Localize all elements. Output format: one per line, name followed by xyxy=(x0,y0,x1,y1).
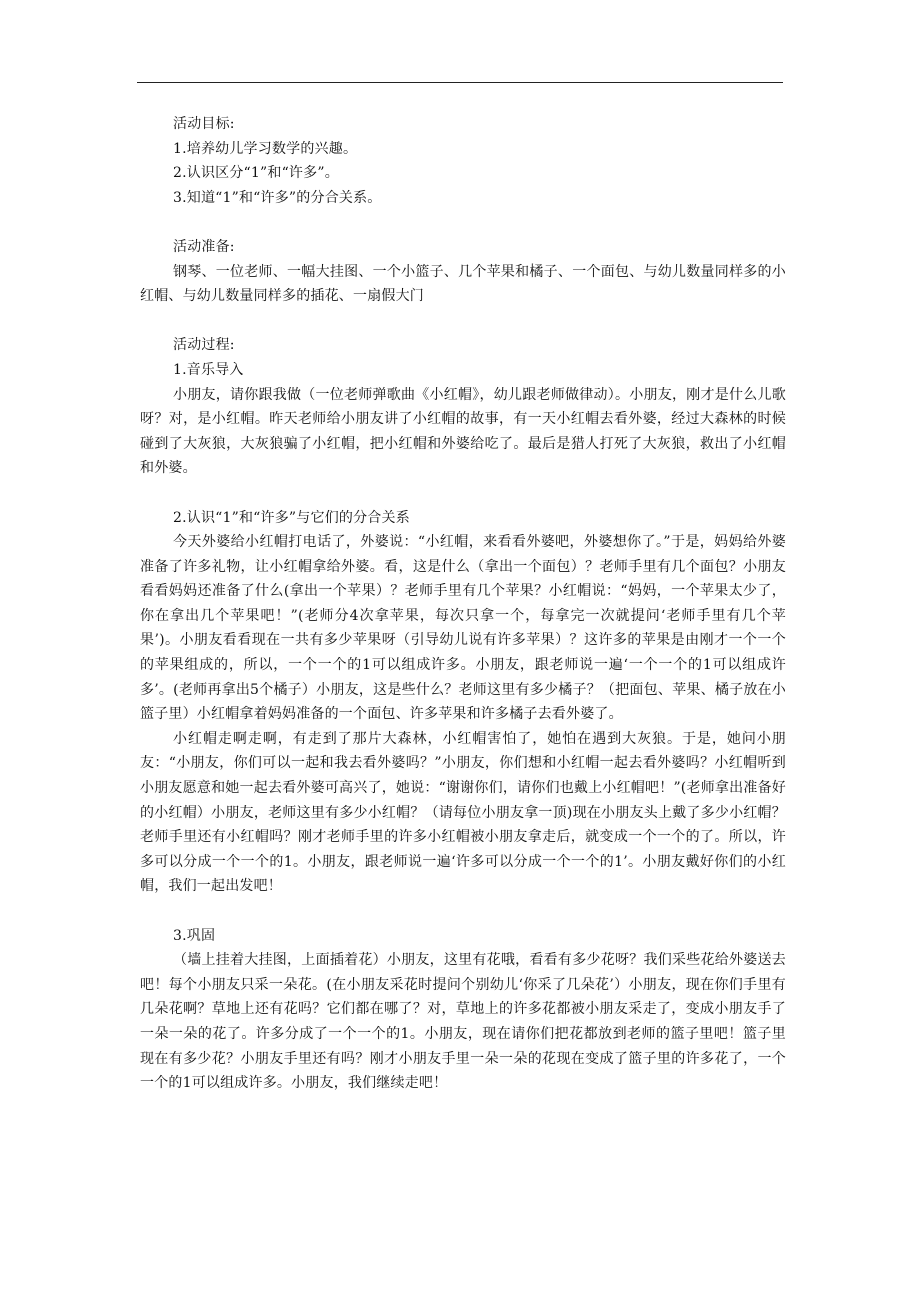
spacer xyxy=(140,899,786,924)
goals-heading: 活动目标: xyxy=(173,116,235,132)
spacer xyxy=(140,309,786,334)
step3-title: 3.巩固 xyxy=(173,927,216,944)
spacer xyxy=(140,210,786,235)
goal-item-1: 1.培养幼儿学习数学的兴趣。 xyxy=(173,140,358,157)
step2-paragraph-2: 小红帽走啊走啊，有走到了那片大森林，小红帽害怕了，她怕在遇到大灰狼。于是，她问小朋友：“小朋友，你们可以一起和我去看外婆吗？”小朋友，你们想和小红帽一起去看外婆吗？小红帽听到小朋友愿意和她一起去看外婆可高兴了，她说：“谢谢你们，请你们也戴上小红帽吧！”(老师拿出准备好的小红帽）小朋友，老师这里有多少小红帽？（请每位小朋友拿一顶)现在小朋友头上戴了多少小红帽？老师手里还有小红帽吗？刚才老师手里的许多小红帽被小朋友拿走后，就变成一个一个的了。所以，许多可以分成一个一个的1。小朋友，跟老师说一遍‘许多可以分成一个一个的1’。小朋友戴好你们的小红帽，我们一起出发吧！ xyxy=(140,730,786,895)
process-heading: 活动过程: xyxy=(173,337,235,354)
header-rule xyxy=(137,82,783,83)
step1-title: 1.音乐导入 xyxy=(173,361,244,378)
spacer xyxy=(140,481,786,506)
prep-text: 钢琴、一位老师、一幅大挂图、一个小篮子、几个苹果和橘子、一个面包、与幼儿数量同样多的小红帽、与幼儿数量同样多的插花、一扇假大门 xyxy=(140,263,786,305)
document-body xyxy=(140,112,786,1096)
step1-text: 小朋友，请你跟我做（一位老师弹歌曲《小红帽》，幼儿跟老师做律动）。小朋友，刚才是什么儿歌呀？对，是小红帽。昨天老师给小朋友讲了小红帽的故事，有一天小红帽去看外婆，经过大森林的时候碰到了大灰狼，大灰狼骗了小红帽，把小红帽和外婆给吃了。最后是猎人打死了大灰狼，救出了小红帽和外婆。 xyxy=(140,386,786,477)
prep-heading: 活动准备: xyxy=(173,238,235,255)
goal-item-3: 3.知道“1”和“许多”的分合关系。 xyxy=(173,189,382,206)
goal-item-2: 2.认识区分“1”和“许多”。 xyxy=(173,165,339,182)
step2-paragraph-1: 今天外婆给小红帽打电话了，外婆说：“小红帽，来看看外婆吧，外婆想你了。”于是，妈妈给外婆准备了许多礼物，让小红帽拿给外婆。看，这是什么（拿出一个面包）？老师手里有几个面包？小朋友看看妈妈还准备了什么(拿出一个苹果）？老师手里有几个苹果？小红帽说：“妈妈，一个苹果太少了，你在拿出几个苹果吧！”(老师分4次拿苹果，每次只拿一个，每拿完一次就提问‘老师手里有几个苹果’)。小朋友看看现在一共有多少苹果呀（引导幼儿说有许多苹果）？这许多的苹果是由刚才一个一个的苹果组成的，所以，一个一个的1可以组成许多。小朋友，跟老师说一遍‘一个一个的1可以组成许多’。(老师再拿出5个橘子）小朋友，这是些什么？老师这里有多少橘子？（把面包、苹果、橘子放在小篮子里）小红帽拿着妈妈准备的一个面包、许多苹果和许多橘子去看外婆了。 xyxy=(140,534,786,723)
step3-text: （墙上挂着大挂图，上面插着花）小朋友，这里有花哦，看看有多少花呀？我们采些花给外婆送去吧！每个小朋友只采一朵花。(在小朋友采花时提问个别幼儿‘你采了几朵花’）小朋友，现在你们手里有几朵花啊？草地上还有花吗？它们都在哪了？对，草地上的许多花都被小朋友采走了，变成小朋友手了一朵一朵的花了。许多分成了一个一个的1。小朋友，现在请你们把花都放到老师的篮子里吧！篮子里现在有多少花？小朋友手里还有吗？刚才小朋友手里一朵一朵的花现在变成了篮子里的许多花了，一个一个的1可以组成许多。小朋友，我们继续走吧！ xyxy=(140,952,786,1092)
step2-title: 2.认识“1”和“许多”与它们的分合关系 xyxy=(173,509,410,526)
